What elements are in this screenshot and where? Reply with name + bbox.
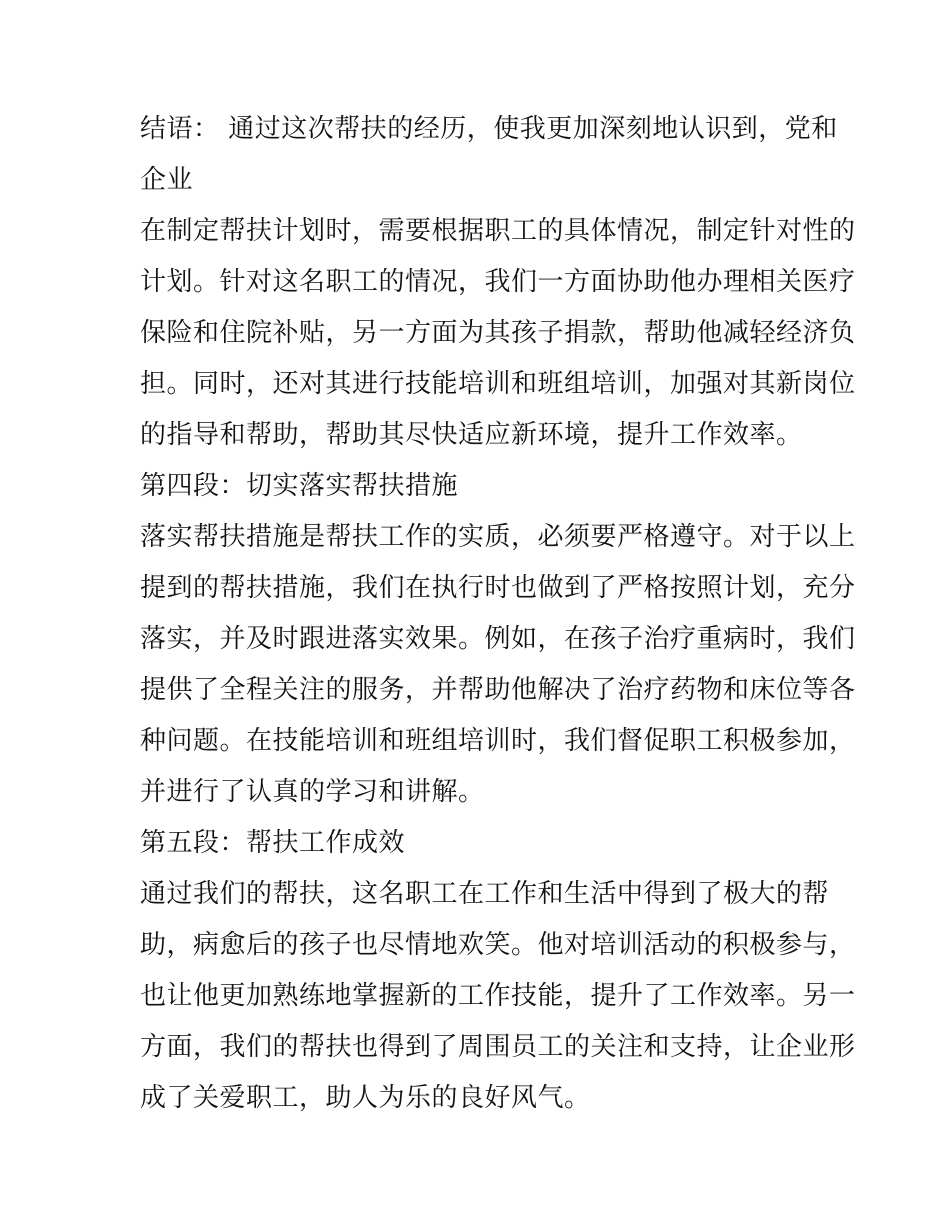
text-line: 方面，我们的帮扶也得到了周围员工的关注和支持，让企业形 xyxy=(140,1032,856,1062)
text-line: 企业 xyxy=(140,165,194,195)
text-line: 结语： 通过这次帮扶的经历，使我更加深刻地认识到，党和 xyxy=(140,114,838,144)
section-heading: 第五段：帮扶工作成效 xyxy=(140,828,406,858)
text-line: 也让他更加熟练地掌握新的工作技能，提升了工作效率。另一 xyxy=(140,981,856,1011)
text-line: 的指导和帮助，帮助其尽快适应新环境，提升工作效率。 xyxy=(140,420,803,450)
document-body xyxy=(140,104,856,1124)
section-heading: 第四段：切实落实帮扶措施 xyxy=(140,471,459,501)
text-line: 助，病愈后的孩子也尽情地欢笑。他对培训活动的积极参与， xyxy=(140,930,856,960)
text-line: 提供了全程关注的服务，并帮助他解决了治疗药物和床位等各 xyxy=(140,675,856,705)
text-line: 成了关爱职工，助人为乐的良好风气。 xyxy=(140,1083,591,1113)
text-line: 担。同时，还对其进行技能培训和班组培训，加强对其新岗位 xyxy=(140,369,856,399)
text-line: 通过我们的帮扶，这名职工在工作和生活中得到了极大的帮 xyxy=(140,879,830,909)
text-line: 并进行了认真的学习和讲解。 xyxy=(140,777,485,807)
text-line: 在制定帮扶计划时，需要根据职工的具体情况，制定针对性的 xyxy=(140,216,856,246)
text-line: 种问题。在技能培训和班组培训时，我们督促职工积极参加， xyxy=(140,726,856,756)
text-line: 提到的帮扶措施，我们在执行时也做到了严格按照计划，充分 xyxy=(140,573,856,603)
text-line: 保险和住院补贴，另一方面为其孩子捐款，帮助他减轻经济负 xyxy=(140,318,856,348)
text-line: 落实帮扶措施是帮扶工作的实质，必须要严格遵守。对于以上 xyxy=(140,522,856,552)
text-line: 计划。针对这名职工的情况，我们一方面协助他办理相关医疗 xyxy=(140,267,856,297)
text-line: 落实，并及时跟进落实效果。例如，在孩子治疗重病时，我们 xyxy=(140,624,856,654)
